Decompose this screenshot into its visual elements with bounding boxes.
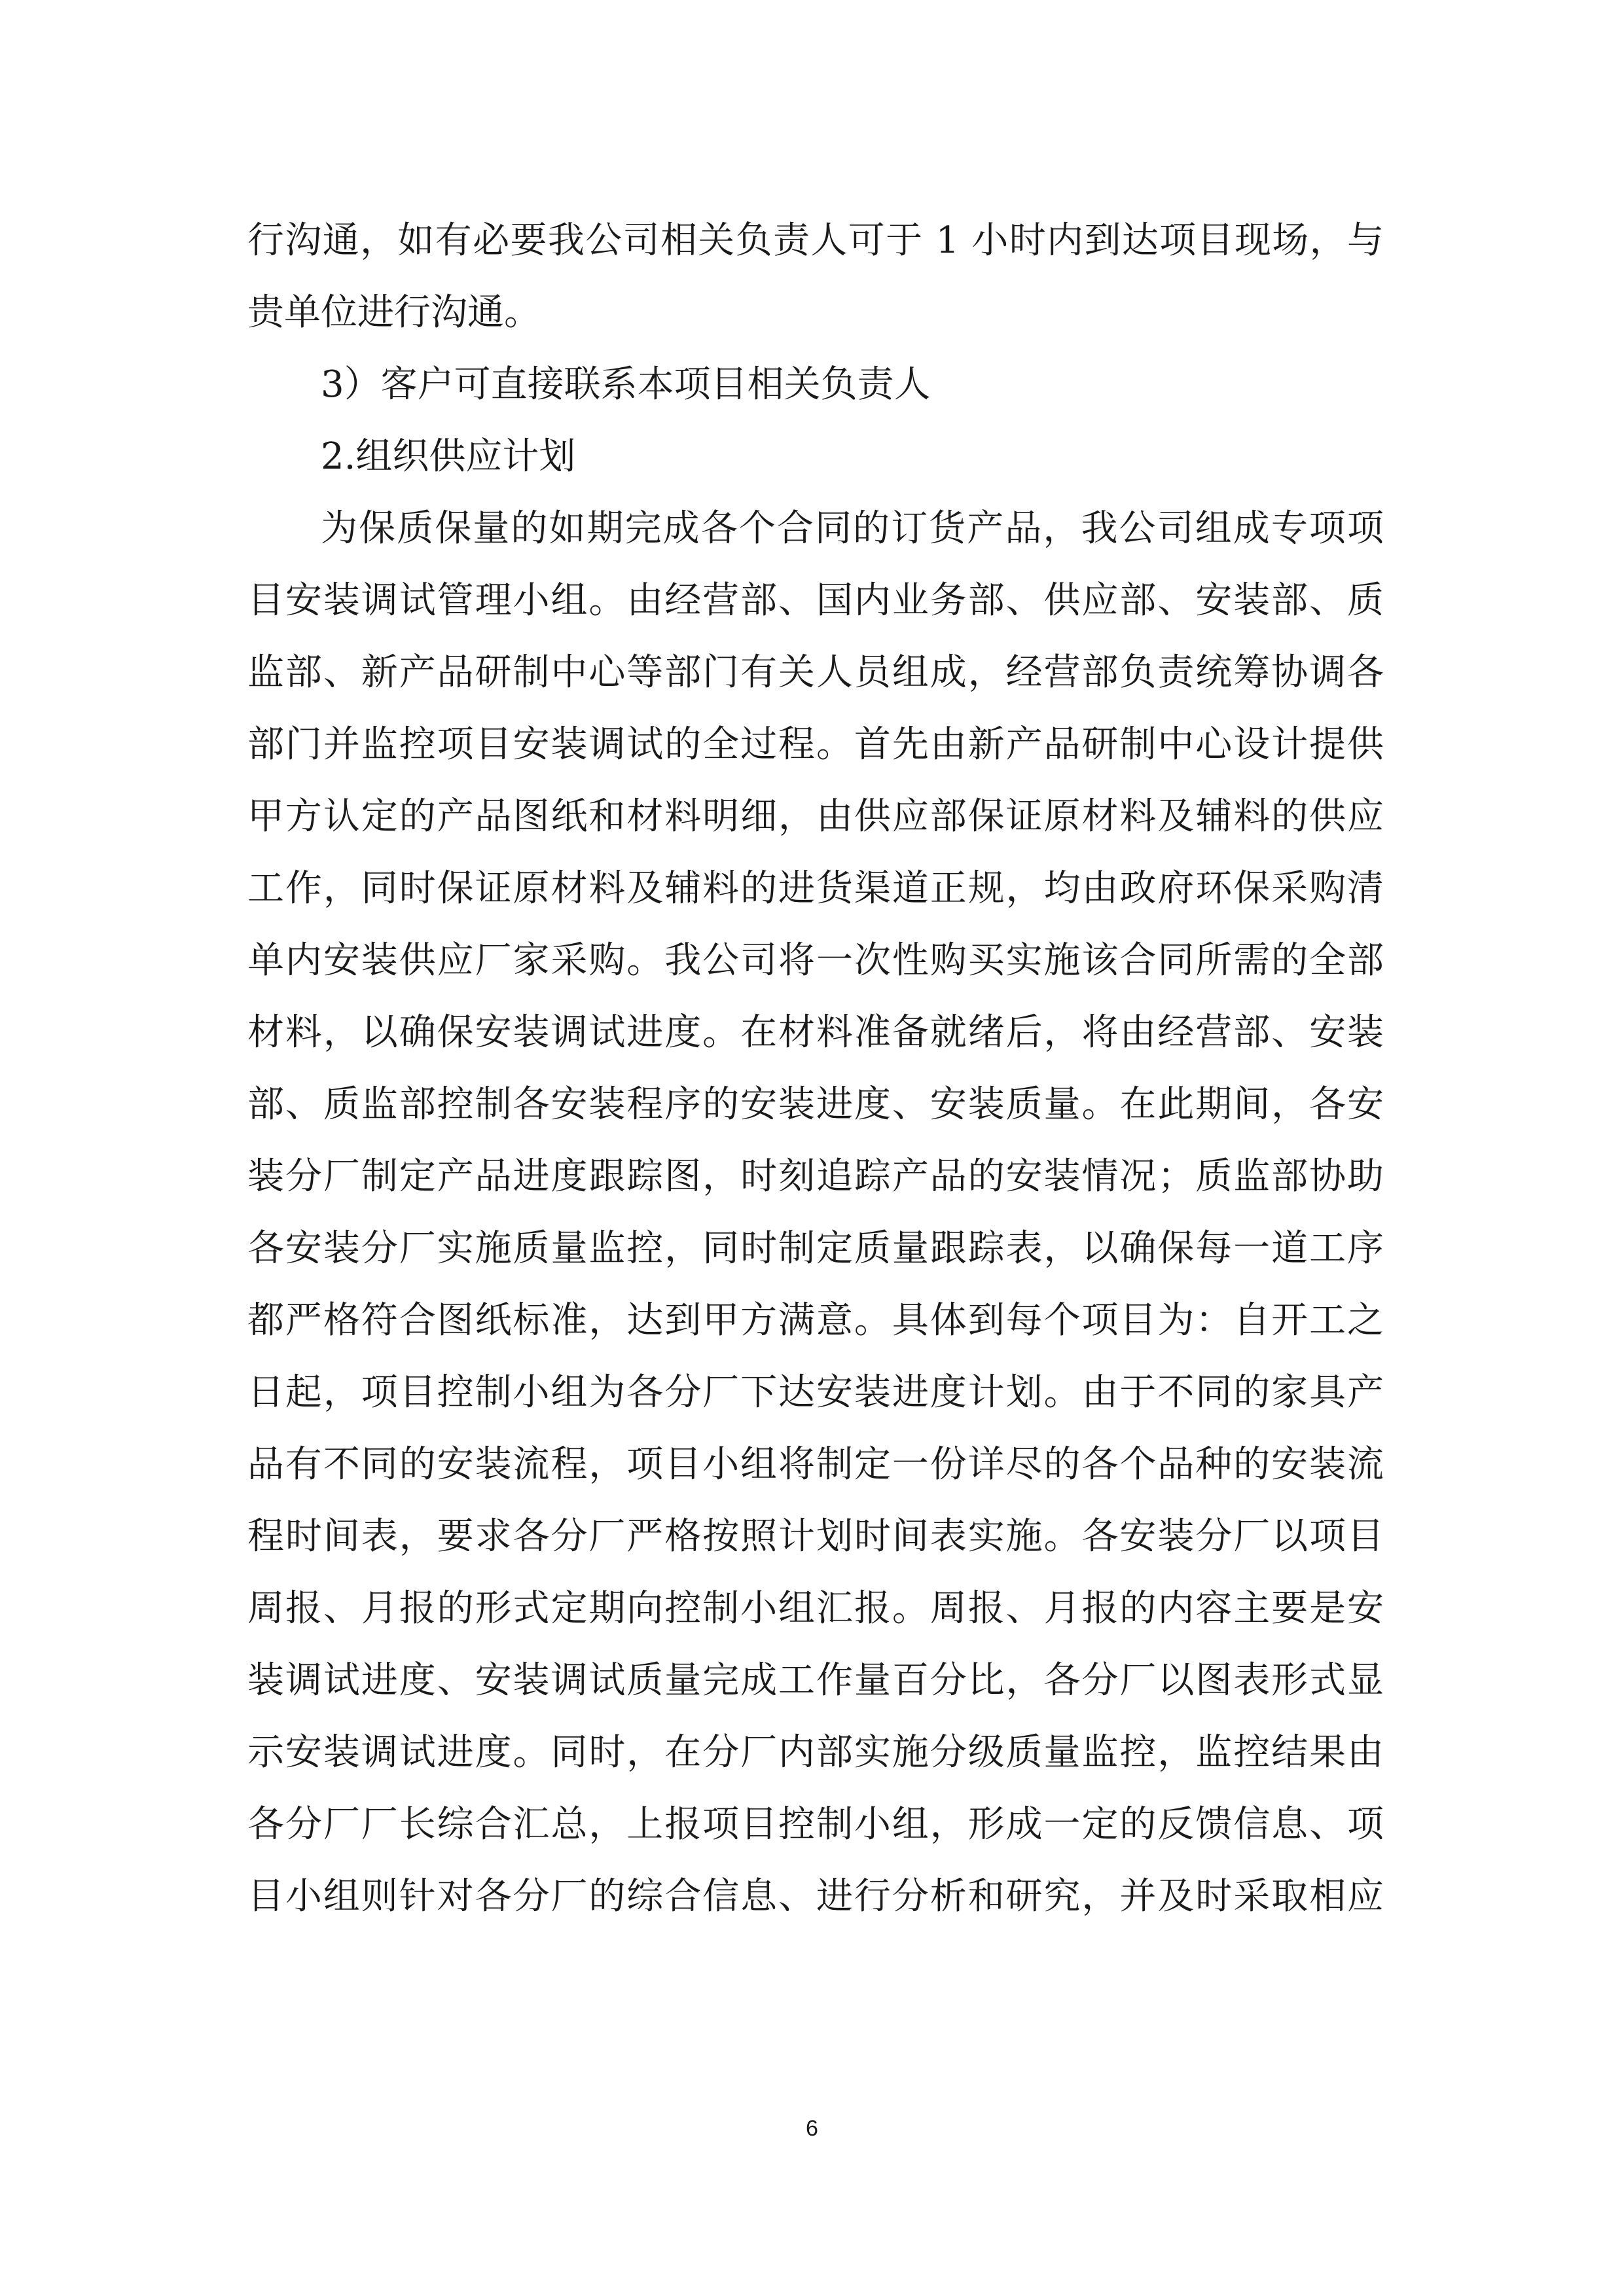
body-text-line: 行沟通，如有必要我公司相关负责人可于 1 小时内到达项目现场，与 (247, 219, 1384, 262)
page-number: 6 (806, 2116, 818, 2141)
body-text-line: 各安装分厂实施质量监控，同时制定质量跟踪表，以确保每一道工序 (247, 1227, 1384, 1270)
body-text-line: 各分厂厂长综合汇总，上报项目控制小组，形成一定的反馈信息、项 (247, 1803, 1384, 1846)
body-text-line: 监部、新产品研制中心等部门有关人员组成，经营部负责统筹协调各 (247, 651, 1384, 694)
section-heading: 2.组织供应计划 (321, 435, 576, 478)
body-text-line: 单内安装供应厂家采购。我公司将一次性购买实施该合同所需的全部 (247, 939, 1384, 982)
body-text-line: 目安装调试管理小组。由经营部、国内业务部、供应部、安装部、质 (247, 579, 1384, 622)
body-text-line: 示安装调试进度。同时，在分厂内部实施分级质量监控，监控结果由 (247, 1731, 1384, 1774)
body-text-line: 装分厂制定产品进度跟踪图，时刻追踪产品的安装情况；质监部协助 (247, 1155, 1384, 1198)
body-text-line: 日起，项目控制小组为各分厂下达安装进度计划。由于不同的家具产 (247, 1371, 1384, 1414)
body-text-line: 部、质监部控制各安装程序的安装进度、安装质量。在此期间，各安 (247, 1083, 1384, 1126)
body-text-line: 贵单位进行沟通。 (247, 291, 541, 334)
body-text-line: 程时间表，要求各分厂严格按照计划时间表实施。各安装分厂以项目 (247, 1515, 1384, 1558)
body-text-line: 部门并监控项目安装调试的全过程。首先由新产品研制中心设计提供 (247, 723, 1384, 766)
body-text-line: 工作，同时保证原材料及辅料的进货渠道正规，均由政府环保采购清 (247, 867, 1384, 910)
body-text-line: 周报、月报的形式定期向控制小组汇报。周报、月报的内容主要是安 (247, 1587, 1384, 1630)
body-text-line: 为保质保量的如期完成各个合同的订货产品，我公司组成专项项 (321, 507, 1384, 550)
body-text-line: 品有不同的安装流程，项目小组将制定一份详尽的各个品种的安装流 (247, 1443, 1384, 1486)
body-text-line: 都严格符合图纸标准，达到甲方满意。具体到每个项目为：自开工之 (247, 1299, 1384, 1342)
list-item-text: 3）客户可直接联系本项目相关负责人 (321, 363, 931, 406)
body-text-line: 装调试进度、安装调试质量完成工作量百分比，各分厂以图表形式显 (247, 1659, 1384, 1702)
body-text-line: 目小组则针对各分厂的综合信息、进行分析和研究，并及时采取相应 (247, 1875, 1384, 1918)
body-text-line: 甲方认定的产品图纸和材料明细，由供应部保证原材料及辅料的供应 (247, 795, 1384, 838)
body-text-line: 材料，以确保安装调试进度。在材料准备就绪后，将由经营部、安装 (247, 1011, 1384, 1054)
